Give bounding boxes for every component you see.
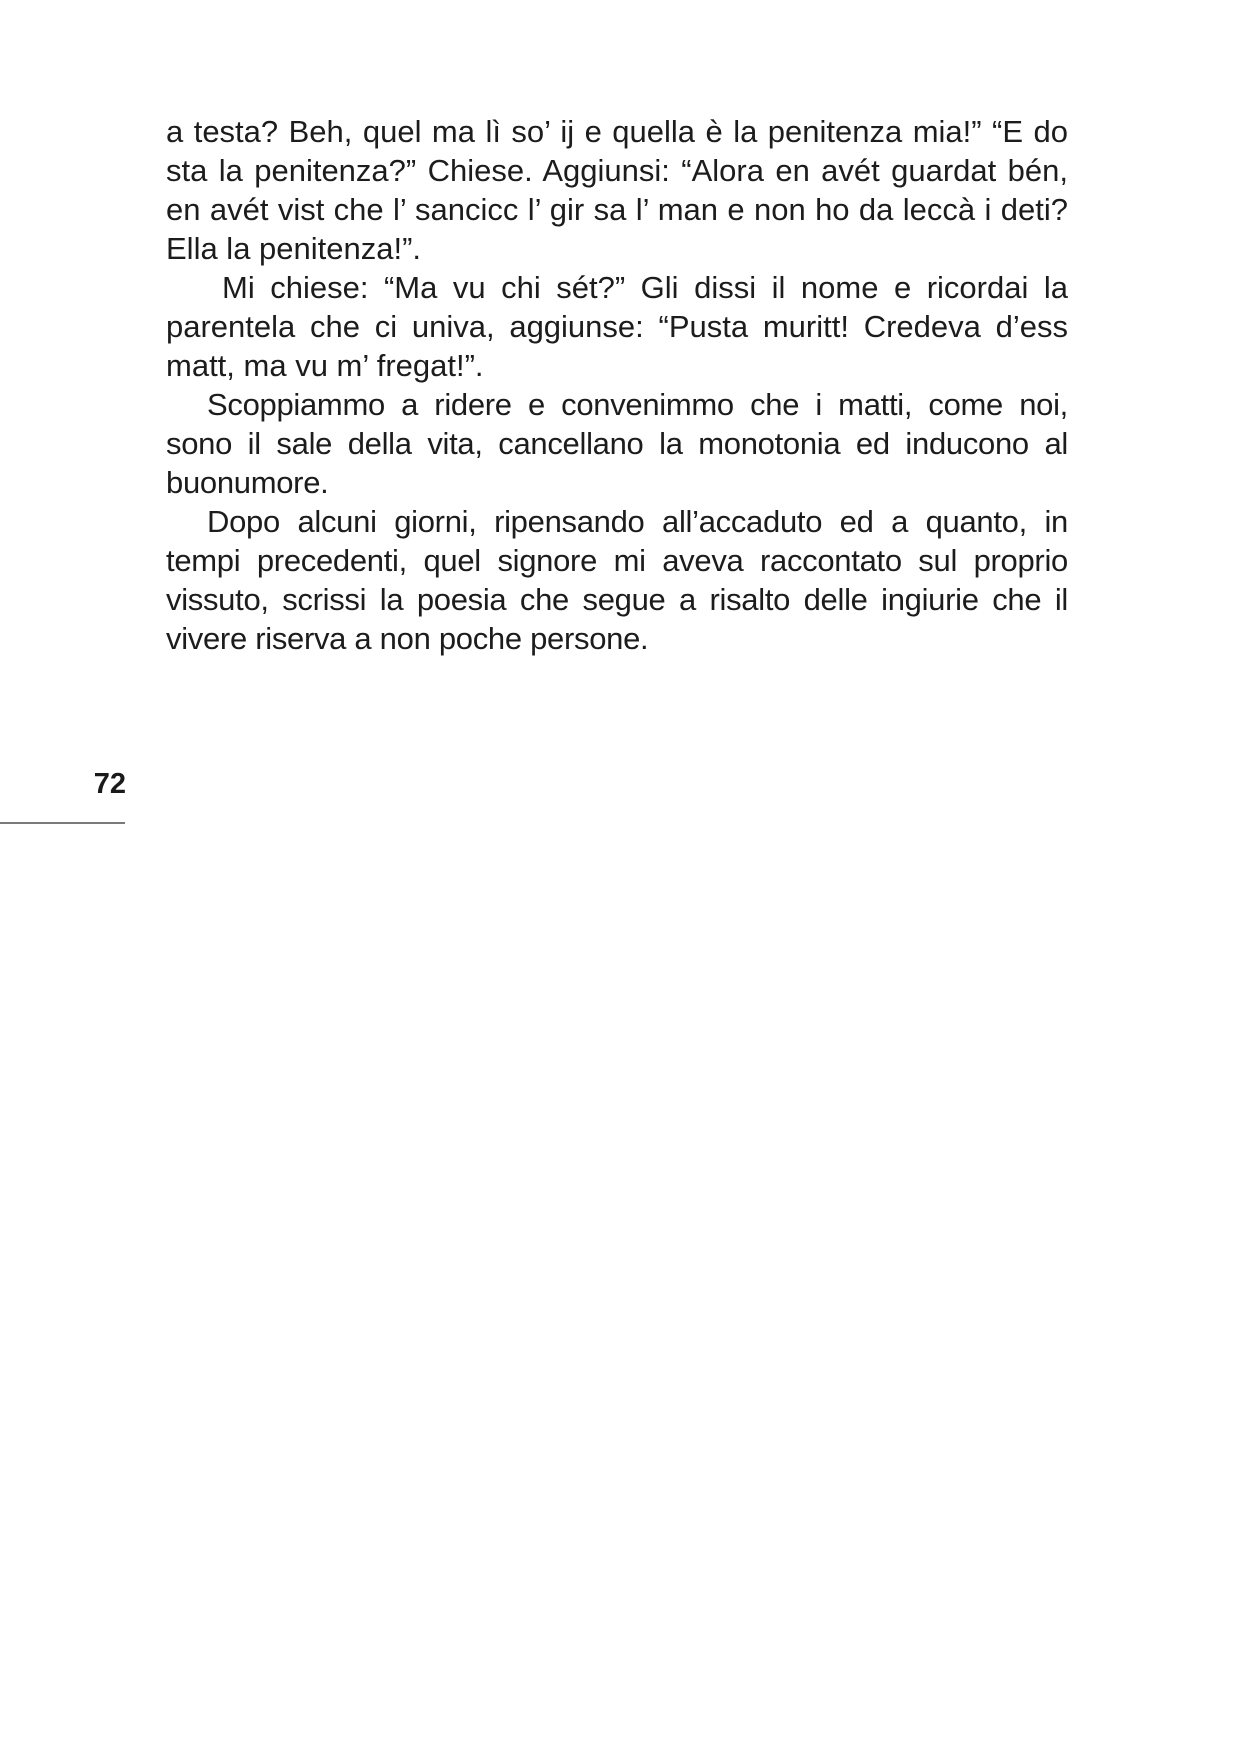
page-number: 72 — [93, 768, 126, 800]
paragraph: Scoppiammo a ridere e convenimmo che i matti, come noi, sono il sale della vita, cancellano la monotonia ed inducono al buonumore. — [166, 387, 1068, 500]
body-text — [166, 112, 1068, 658]
paragraph: a testa? Beh, quel ma lì so’ ij e quella è la penitenza mia!” “E do sta la penitenza?” Chiese. Aggiunsi: “Alora en avét guardat bén, en avét vist che l’ sancicc l’ gir sa l’ man e non ho da leccà i deti? Ella la penitenza!”. — [166, 114, 1068, 266]
page-number-rule — [0, 822, 125, 824]
paragraph: Dopo alcuni giorni, ripensando all’accaduto ed a quanto, in tempi precedenti, quel signore mi aveva raccontato sul proprio vissuto, scrissi la poesia che segue a risalto delle ingiurie che il vivere riserva a non poche persone. — [166, 504, 1068, 656]
paragraph: Mi chiese: “Ma vu chi sét?” Gli dissi il nome e ricordai la parentela che ci univa, aggiunse: “Pusta muritt! Credeva d’ess matt, ma vu m’ fregat!”. — [166, 270, 1068, 383]
